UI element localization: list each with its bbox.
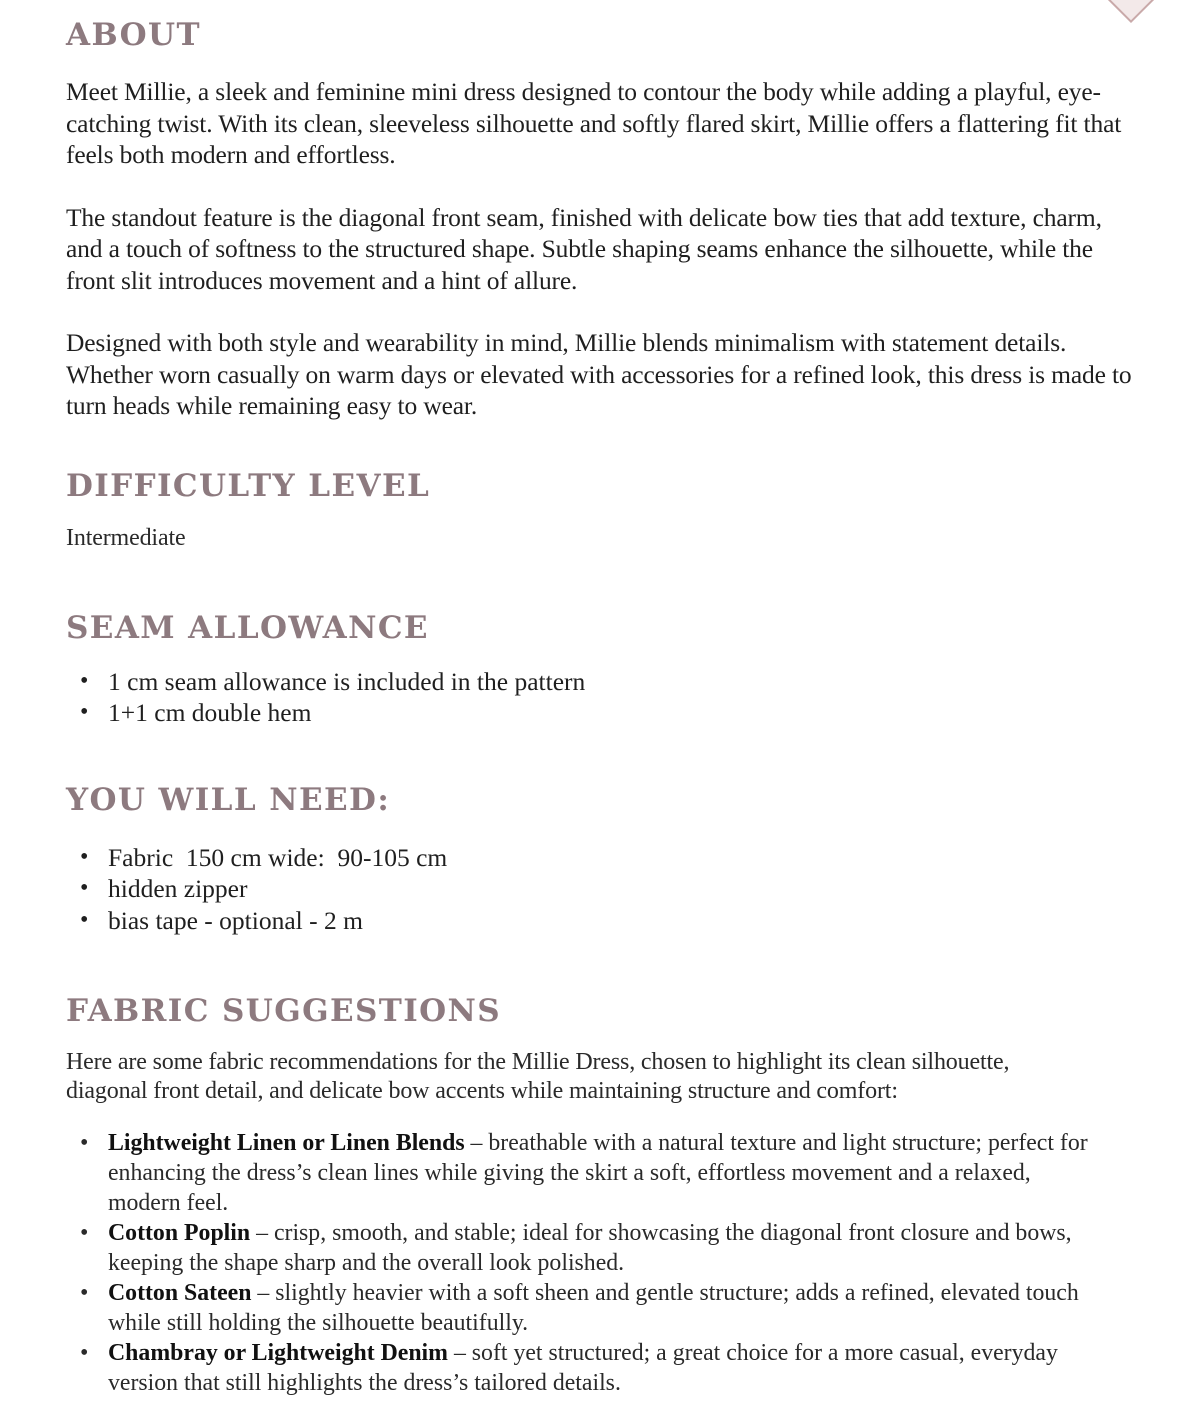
about-heading: ABOUT — [66, 17, 201, 53]
about-paragraph-2: The standout feature is the diagonal front seam, finished with delicate bow ties that add texture, charm, and a touch of softness to the structured shape. Subtle shaping seams enhance the silhouette, while the front slit introduces movement and a hint of allure. — [66, 202, 1102, 295]
seam-allowance-heading: SEAM ALLOWANCE — [66, 609, 429, 646]
fabric-description: – breathable with a natural texture and light structure; perfect for enhancing the dress’s clean lines while giving the skirt a soft, effortless movement and a relaxed, modern feel. — [108, 1130, 1088, 1216]
fabric-description: – soft yet structured; a great choice for a more casual, everyday version that still highlights the dress’s tailored details. — [108, 1340, 1058, 1396]
you-will-need-heading: YOU WILL NEED: — [66, 781, 391, 818]
about-paragraph-1: Meet Millie, a sleek and feminine mini dress designed to contour the body while adding a playful, eye-catching twist. With its clean, sleeveless silhouette and softly flared skirt, Millie offers a flattering fit that feels both modern and effortless. — [66, 77, 1122, 169]
fabric-description: – crisp, smooth, and stable; ideal for showcasing the diagonal front closure and bows, keeping the shape sharp and the overall look polished. — [108, 1220, 1072, 1276]
fabric-suggestions-heading: FABRIC SUGGESTIONS — [66, 993, 502, 1029]
list-item: • 1 cm seam allowance is included in the pattern — [66, 666, 1146, 698]
difficulty-heading: DIFFICULTY LEVEL — [66, 467, 431, 504]
seam-allowance-list — [66, 666, 1146, 729]
list-item: • hidden zipper — [66, 873, 1146, 905]
fabric-suggestions-section — [66, 993, 1146, 1398]
fabric-description: – slightly heavier with a soft sheen and gentle structure; adds a refined, elevated touch while still holding the silhouette beautifully. — [108, 1280, 1079, 1336]
list-item — [66, 1128, 1106, 1218]
you-will-need-section — [66, 781, 1146, 937]
seam-allowance-section — [66, 609, 1146, 729]
you-will-need-list — [66, 842, 1146, 937]
fabric-name: Chambray or Lightweight Denim — [108, 1340, 448, 1366]
list-item — [66, 1218, 1106, 1278]
list-item: • 1+1 cm double hem — [66, 697, 1146, 729]
fabric-suggestions-list — [66, 1128, 1106, 1398]
difficulty-section — [66, 467, 1146, 553]
about-section — [66, 17, 1146, 422]
fabric-suggestions-intro: Here are some fabric recommendations for the Millie Dress, chosen to highlight its clean silhouette, diagonal front detail, and delicate bow accents while maintaining structure and comfort: — [66, 1049, 1010, 1104]
list-item — [66, 1278, 1106, 1338]
fabric-name: Lightweight Linen or Linen Blends — [108, 1130, 465, 1156]
document-page — [66, 0, 1146, 1398]
list-item — [66, 1338, 1106, 1398]
list-item: • bias tape - optional - 2 m — [66, 905, 1146, 937]
difficulty-value: Intermediate — [66, 524, 186, 551]
about-paragraph-3: Designed with both style and wearability in mind, Millie blends minimalism with statement details. Whether worn casually on warm days or elevated with accessories for a refined look, this dress is made to turn heads while remaining easy to wear. — [66, 328, 1132, 420]
fabric-name: Cotton Sateen — [108, 1280, 252, 1306]
list-item: • Fabric 150 cm wide: 90-105 cm — [66, 842, 1146, 874]
fabric-name: Cotton Poplin — [108, 1220, 251, 1246]
